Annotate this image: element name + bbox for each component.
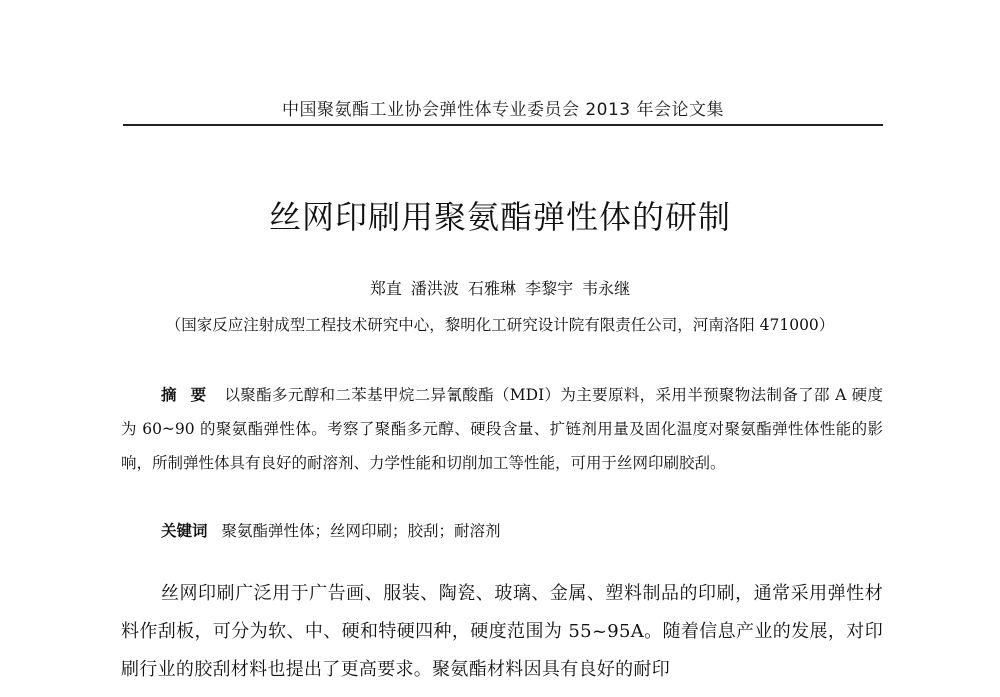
body-paragraph: 丝网印刷广泛用于广告画、服装、陶瓷、玻璃、金属、塑料制品的印刷，通常采用弹性材料作刮板，可分为软、中、硬和特硬四种，硬度范围为 55~95A。随着信息产业的发展，对印刷行业的胶刮材料也提出了更高要求。聚氨酯材料因具有良好的耐印: [121, 583, 883, 680]
abstract: [121, 378, 883, 480]
author-list: 郑直 潘洪波 石雅琳 李黎宇 韦永继: [369, 279, 631, 298]
paper-title: 丝网印刷用聚氨酯弹性体的研制: [268, 198, 731, 236]
running-header: 中国聚氨酯工业协会弹性体专业委员会 2013 年会论文集: [281, 100, 725, 120]
abstract-label: 摘 要: [161, 386, 211, 404]
author-affiliation: （国家反应注射成型工程技术研究中心，黎明化工研究设计院有限责任公司，河南洛阳 471000）: [165, 316, 835, 334]
keywords-label: 关键词: [161, 522, 208, 540]
header-divider: [123, 124, 883, 126]
keywords: [161, 519, 883, 541]
keywords-text: 聚氨酯弹性体；丝网印刷；胶刮；耐溶剂: [221, 522, 501, 540]
abstract-text: 以聚酯多元醇和二苯基甲烷二异氰酸酯（MDI）为主要原料，采用半预聚物法制备了邵 A 硬度为 60~90 的聚氨酯弹性体。考察了聚酯多元醇、硬段含量、扩链剂用量及固化温度对聚氨酯弹性体性能的影响，所制弹性体具有良好的耐溶剂、力学性能和切削加工等性能，可用于丝网印刷胶刮。: [121, 386, 883, 472]
